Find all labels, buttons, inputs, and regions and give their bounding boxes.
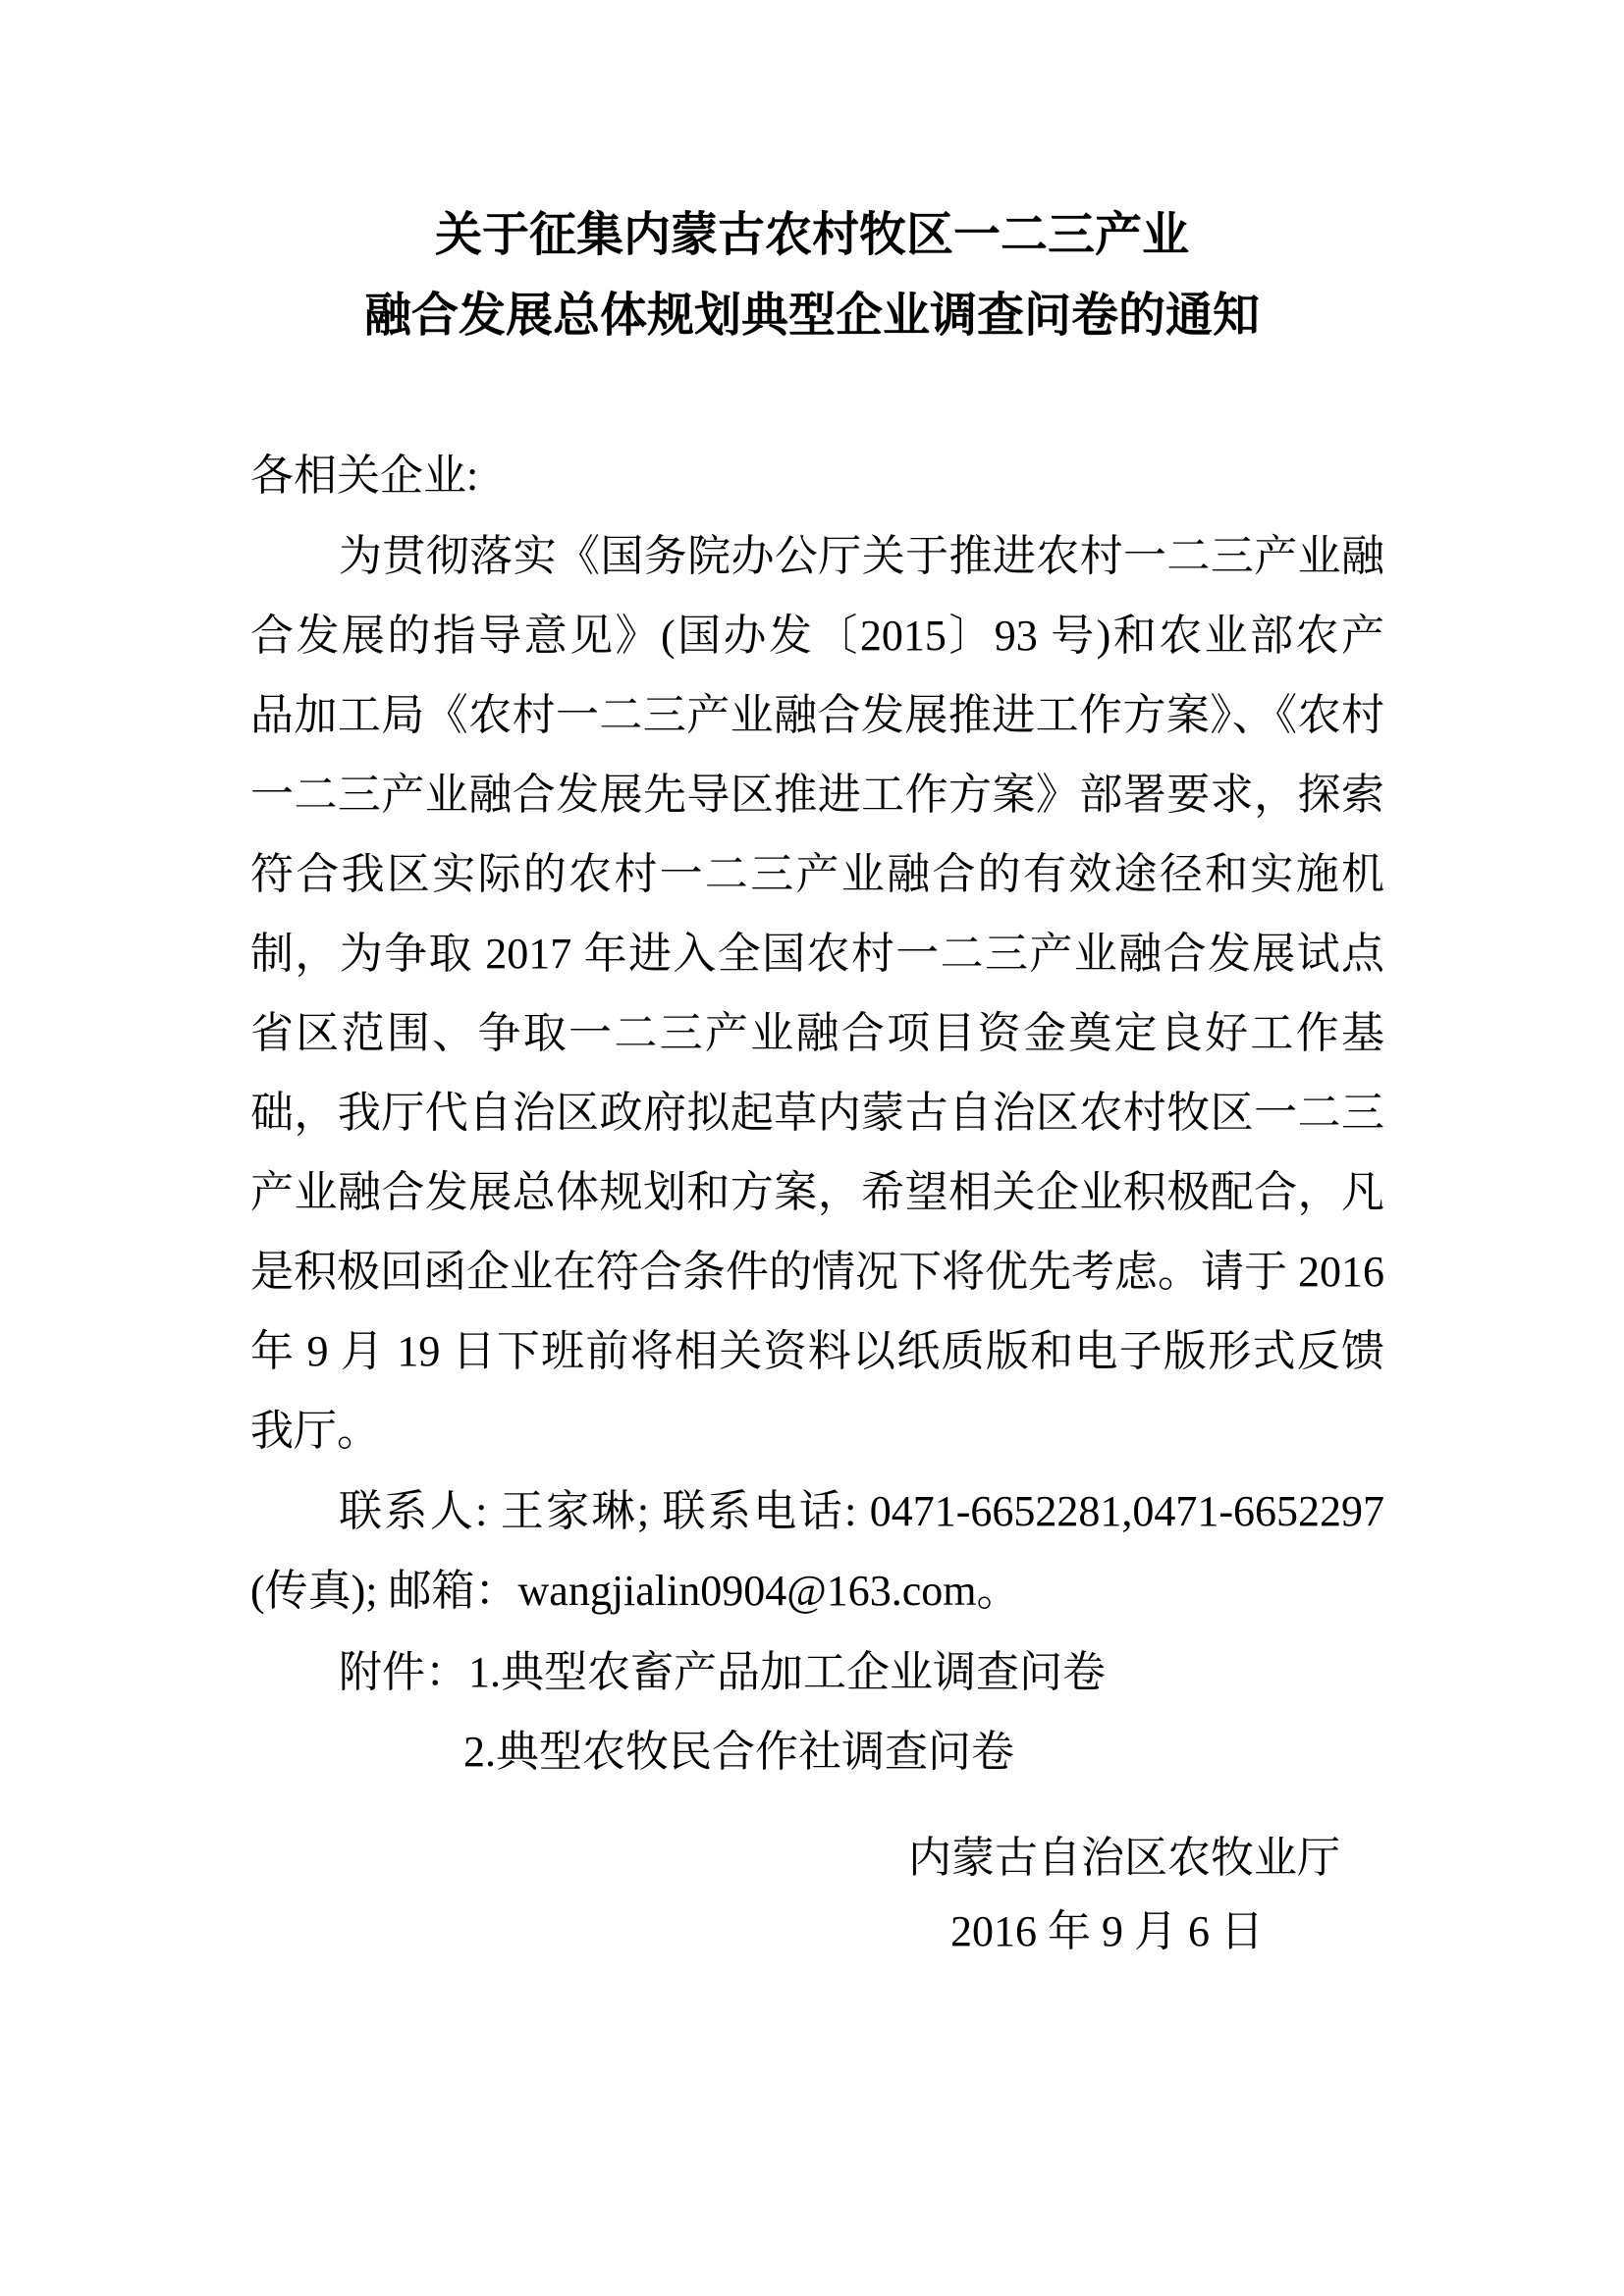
body-line: 符合我区实际的农村一二三产业融合的有效途径和实施机 <box>250 850 1384 898</box>
body-line: 制，为争取 2017 年进入全国农村一二三产业融合发展试点 <box>250 930 1384 978</box>
page-title-line-2: 融合发展总体规划典型企业调查问卷的通知 <box>363 290 1260 342</box>
body-line: 年 9 月 19 日下班前将相关资料以纸质版和电子版形式反馈 <box>250 1327 1384 1375</box>
salutation: 各相关企业: <box>250 452 479 500</box>
body-line: 产业融合发展总体规划和方案，希望相关企业积极配合，凡 <box>250 1168 1384 1216</box>
signature-date: 2016 年 9 月 6 日 <box>950 1907 1264 1955</box>
attachment-2: 2.典型农牧民合作社调查问卷 <box>463 1728 1014 1776</box>
body-line: 一二三产业融合发展先导区推进工作方案》部署要求，探索 <box>250 771 1384 819</box>
body-line: 是积极回函企业在符合条件的情况下将优先考虑。请于 2016 <box>250 1248 1384 1296</box>
body-line: 为贯彻落实《国务院办公厅关于推进农村一二三产业融 <box>339 532 1384 580</box>
contact-line-1: 联系人: 王家琳; 联系电话: 0471-6652281,0471-6652297 <box>339 1487 1384 1535</box>
page-title-line-1: 关于征集内蒙古农村牧区一二三产业 <box>434 209 1189 261</box>
body-line: 品加工局《农村一二三产业融合发展推进工作方案》、《农村 <box>250 691 1384 739</box>
body-line: 合发展的指导意见》(国办发〔2015〕93 号)和农业部农产 <box>250 612 1384 660</box>
body-line: 础，我厅代自治区政府拟起草内蒙古自治区农村牧区一二三 <box>250 1089 1384 1137</box>
body-line: 我厅。 <box>250 1407 380 1455</box>
attachment-1: 附件：1.典型农畜产品加工企业调查问卷 <box>339 1648 1106 1696</box>
body-line: 省区范围、争取一二三产业融合项目资金奠定良好工作基 <box>250 1009 1384 1057</box>
contact-line-2: (传真); 邮箱：wangjialin0904@163.com。 <box>250 1567 1020 1615</box>
signature-org: 内蒙古自治区农牧业厅 <box>908 1834 1340 1882</box>
